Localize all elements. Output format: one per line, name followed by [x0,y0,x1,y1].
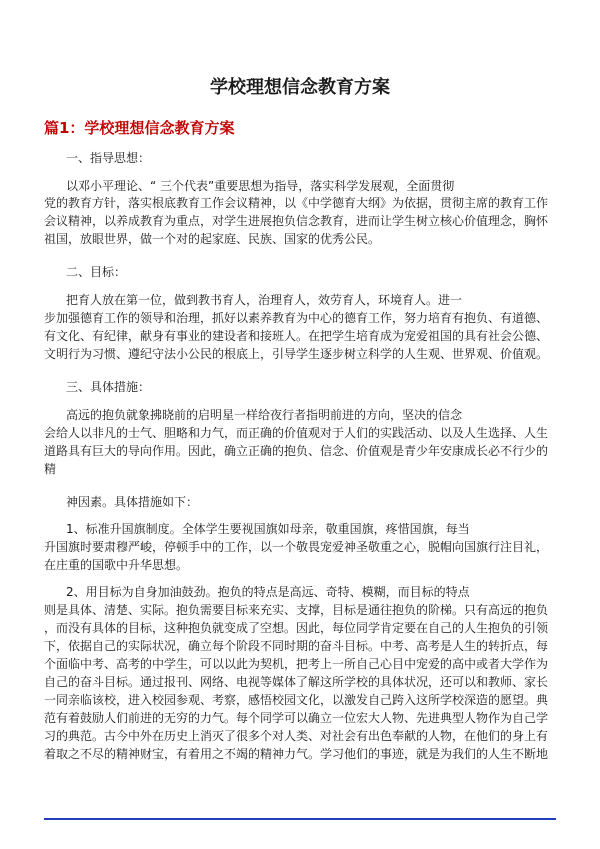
paragraph-line: 党的教育方针，落实根底教育工作会议精神，以《中学德育大纲》为依据，贯彻主席的教育工作 [44,196,549,210]
document-title: 学校理想信念教育方案 [210,77,390,98]
paragraph-line: 道路具有巨大的导向作用。因此，确立正确的抱负、信念、价值观是青少年安康成长必不行少的 [44,444,549,458]
paragraph-line: 自己的奋斗目标。通过报刊、网络、电视等媒体了解这所学校的具体状况，还可以和教师、家长 [44,675,549,689]
paragraph-line: 会给人以非凡的士气、胆略和力气，而正确的价值观对于人们的实践活动、以及人生选择、人生 [44,426,549,440]
paragraph-line: 习的典范。古今中外在历史上消灭了很多个对人类、对社会有出色奉献的人物，在他们的身上有 [44,729,549,743]
heading-goals: 二、目标： [66,265,127,279]
heading-measures: 三、具体措施： [66,380,151,394]
paragraph-line: 着取之不尽的精神财宝，有着用之不竭的精神力气。学习他们的事迹，就是为我们的人生不断地 [44,747,549,761]
paragraph-line: 把育人放在第一位，做到教书育人，治理育人，效劳育人，环境育人。进一 [66,293,463,307]
paragraph-line: 升国旗时要肃穆严峻，停顿手中的工作，以一个敬畏宠爱神圣敬重之心，脱帽向国旗行注目礼， [44,540,549,554]
paragraph-line: 精 [44,462,57,476]
paragraph-line: ，而没有具体的目标，这种抱负就变成了空想。因此，每位同学肯定要在自己的人生抱负的引领 [44,621,549,635]
paragraph-line: 以邓小平理论、“ 三个代表”重要思想为指导，落实科学发展观，全面贯彻 [66,179,455,193]
paragraph-line: 会议精神，以养成教育为重点，对学生进展抱负信念教育，进而让学生树立核心价值理念，胸怀 [44,214,549,228]
paragraph-line: 下，依据自己的实际状况，确立每个阶段不同时期的奋斗目标。中考、高考是人生的转折点，每 [44,639,549,653]
paragraph-line: 一同亲临该校，进入校园参观、考察，感悟校园文化，以激发自己跨入这所学校深造的愿望。典 [44,693,549,707]
paragraph-line: 高远的抱负就象拂晓前的启明星一样给夜行者指明前进的方向，坚决的信念 [66,408,463,422]
paragraph-line: 个面临中考、高考的中学生，可以以此为契机，把考上一所自己心目中宠爱的高中或者大学作为 [44,657,549,671]
paragraph-line: 有文化、有纪律，献身有事业的建设者和接班人。在把学生培育成为宠爱祖国的具有社会公德、 [44,329,549,343]
paragraph-line: 1、标准升国旗制度。全体学生要视国旗如母亲，敬重国旗，疼惜国旗，每当 [66,522,470,536]
paragraph-line: 神因素。具体措施如下： [66,495,199,509]
paragraph-line: 则是具体、清楚、实际。抱负需要目标来充实、支撑，目标是通往抱负的阶梯。只有高远的抱负 [44,603,549,617]
section-title: 篇1：学校理想信念教育方案 [44,119,235,137]
paragraph-line: 步加强德育工作的领导和治理，抓好以素养教育为中心的德育工作，努力培育有抱负、有道德、 [44,311,549,325]
paragraph-line: 在庄重的国歌中升华思想。 [44,558,189,572]
paragraph-line: 文明行为习惯、遵纪守法小公民的根底上，引导学生逐步树立科学的人生观、世界观、价值观。 [44,347,549,361]
footer-divider [44,818,556,820]
paragraph-line: 祖国，放眼世界，做一个对的起家庭、民族、国家的优秀公民。 [44,232,381,246]
paragraph-line: 2、用目标为自身加油鼓劲。抱负的特点是高远、奇特、模糊，而目标的特点 [66,585,470,599]
heading-guiding-thought: 一、指导思想： [66,151,151,165]
paragraph-line: 范有着鼓励人们前进的无穷的力气。每个同学可以确立一位宏大人物、先进典型人物作为自己学 [44,711,549,725]
